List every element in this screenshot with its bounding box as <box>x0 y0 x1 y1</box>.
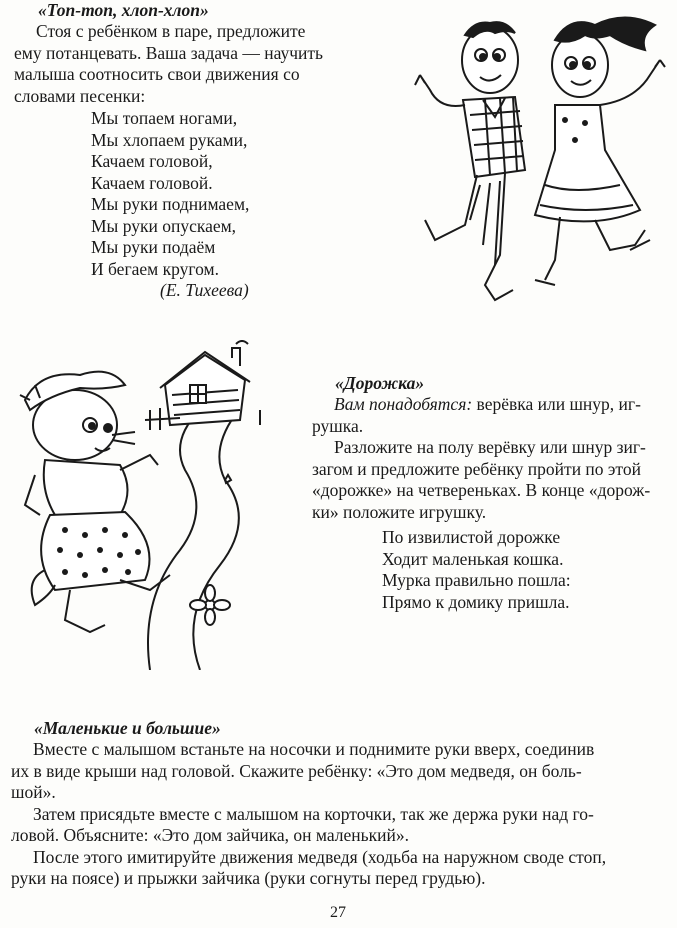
verse-line: Прямо к домику пришла. <box>382 591 570 612</box>
instruction-line: загом и предложите ребёнку пройти по этой <box>312 458 641 479</box>
verse-author: (Е. Тихеева) <box>160 280 249 300</box>
verse-line: Качаем головой. <box>91 172 213 193</box>
section3-title: «Маленькие и большие» <box>34 718 221 738</box>
verse-line: Мы руки поднимаем, <box>91 194 250 214</box>
section1-verse <box>91 108 249 280</box>
paragraph-line: ловой. Объясните: «Это дом зайчика, он маленький». <box>11 825 409 845</box>
verse-line: Мы хлопаем руками, <box>91 129 248 150</box>
needs-line <box>312 394 667 416</box>
verse-line: Ходит маленькая кошка. <box>382 548 564 569</box>
house <box>145 341 260 430</box>
intro-line: ему потанцевать. Ваша задача — научить <box>14 42 324 63</box>
dancing-children-illustration <box>395 5 673 315</box>
instruction-line: ки» положите игрушку. <box>312 501 487 522</box>
winding-path <box>148 410 200 670</box>
cat-on-path-illustration <box>10 340 320 670</box>
verse-line: Мы топаем ногами, <box>91 108 238 128</box>
section2-verse <box>382 527 571 613</box>
intro-line: словами песенки: <box>14 85 146 106</box>
needs-text: верёвка или шнур, иг- <box>472 394 641 414</box>
section3-text <box>11 739 671 890</box>
instruction-line: Разложите на полу верёвку или шнур зиг- <box>334 437 646 457</box>
paragraph-line: шой». <box>11 782 56 802</box>
verse-line: Мурка правильно пошла: <box>382 570 571 590</box>
needs-line-2: рушка. <box>312 415 364 436</box>
paragraph-line: После этого имитируйте движения медведя (ходьба на наружном своде стоп, <box>33 846 607 867</box>
section1-intro <box>14 21 386 107</box>
verse-line: И бегаем кругом. <box>91 258 219 279</box>
section1-title: «Топ-топ, хлоп-хлоп» <box>38 0 209 20</box>
paragraph-line: их в виде крыши над головой. Скажите ребёнку: «Это дом медведя, он боль- <box>11 760 582 781</box>
paragraph-line: руки на поясе) и прыжки зайчика (руки согнуты перед грудью). <box>11 868 486 888</box>
verse-line: Мы руки подаём <box>91 237 216 257</box>
intro-line: малыша соотносить свои движения со <box>14 64 300 84</box>
section2-text <box>312 394 667 523</box>
page-number: 27 <box>330 904 346 921</box>
instruction-line: «дорожке» на четвереньках. В конце «дорож- <box>312 480 651 500</box>
intro-line: Стоя с ребёнком в паре, предложите <box>36 21 306 41</box>
section2-title: «Дорожка» <box>335 373 425 393</box>
paragraph-line: Затем присядьте вместе с малышом на корточки, так же держа руки над го- <box>33 803 594 824</box>
verse-line: Мы руки опускаем, <box>91 215 237 236</box>
verse-line: По извилистой дорожке <box>382 527 561 547</box>
needs-label: Вам понадобятся: <box>334 394 473 414</box>
girl-head <box>552 33 608 97</box>
verse-line: Качаем головой, <box>91 151 213 171</box>
paragraph-line: Вместе с малышом встаньте на носочки и поднимите руки вверх, соединив <box>33 739 595 759</box>
